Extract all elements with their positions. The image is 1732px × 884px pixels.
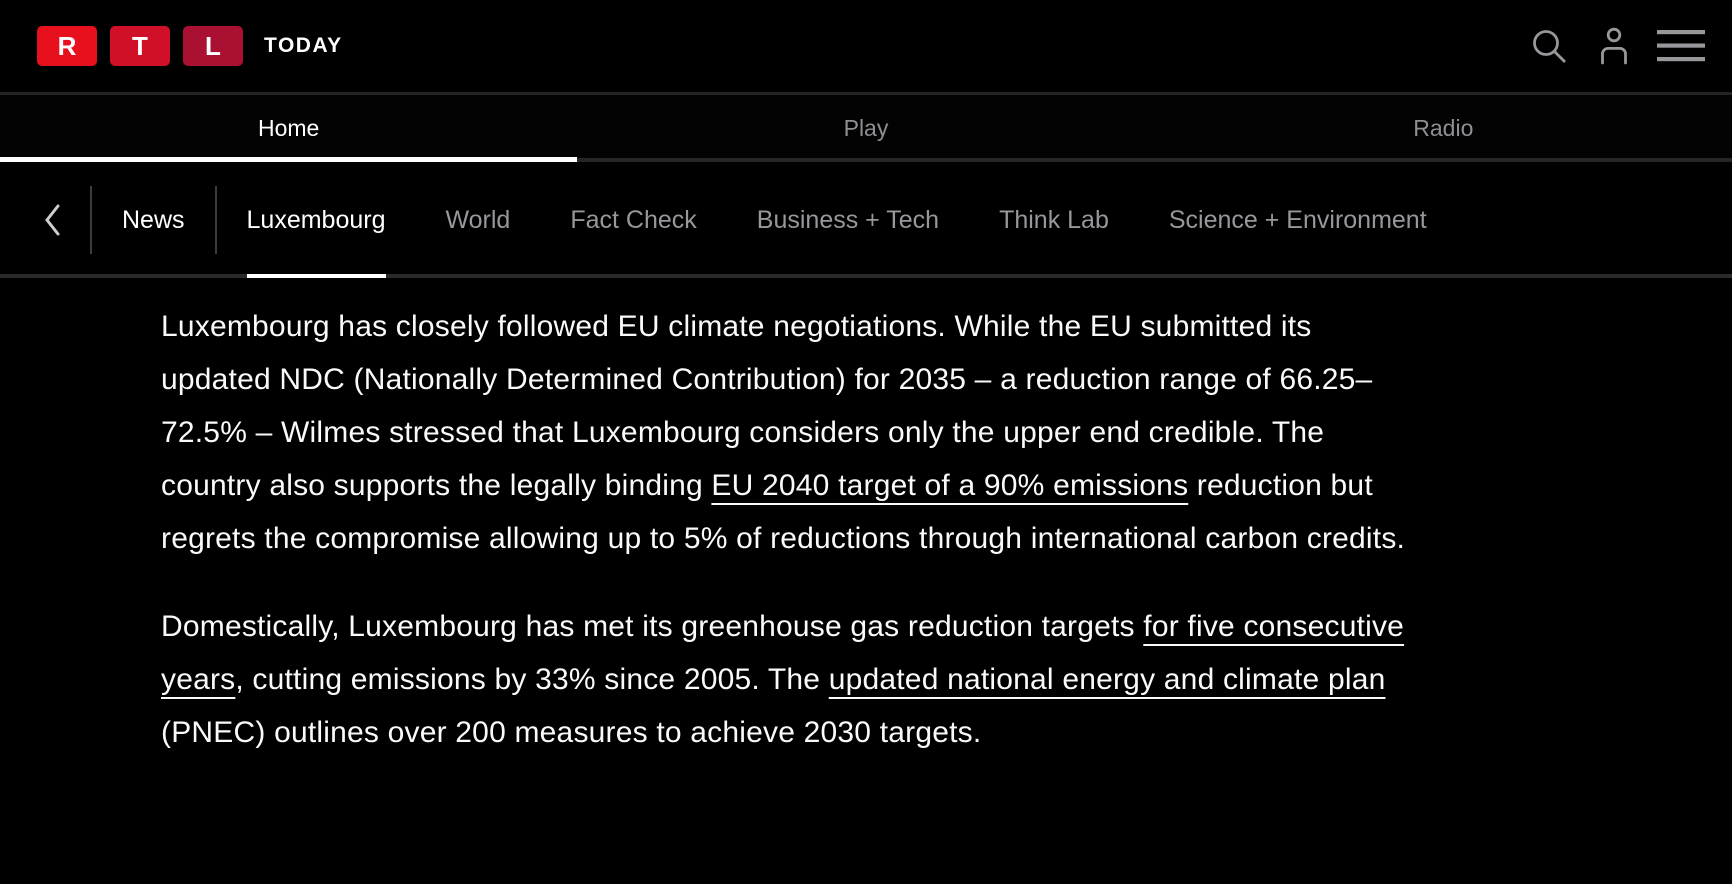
tab-home[interactable] — [0, 95, 577, 162]
tab-label: Play — [843, 115, 889, 141]
section-nav — [0, 162, 1732, 278]
account-icon — [1594, 25, 1634, 67]
search-icon — [1527, 24, 1571, 68]
article-text: , cutting emissions by 33% since 2005. The — [235, 663, 829, 696]
chevron-left-icon — [40, 201, 66, 239]
subnav-item-business-tech[interactable]: Business + Tech — [756, 205, 940, 234]
subnav-item-science-environment[interactable]: Science + Environment — [1168, 205, 1427, 234]
search-button[interactable] — [1527, 24, 1571, 68]
active-tab-underline — [0, 157, 577, 162]
hamburger-menu-icon — [1657, 29, 1705, 63]
tab-label: Home — [257, 115, 320, 141]
logo-brand-text: TODAY — [264, 34, 343, 57]
tab-label: Radio — [1413, 115, 1474, 141]
subnav-item-news[interactable]: News — [122, 205, 185, 234]
article-paragraph — [161, 600, 1414, 759]
tab-radio[interactable] — [1155, 95, 1732, 162]
article-link[interactable]: for five consecutive years — [161, 610, 1405, 696]
tab-play[interactable] — [577, 95, 1154, 162]
subnav-items — [90, 162, 1457, 278]
primary-tabs — [0, 92, 1732, 162]
logo-box-l: L — [183, 26, 243, 66]
header-icons — [1527, 24, 1705, 68]
article-paragraph — [161, 300, 1414, 565]
article-link[interactable]: EU 2040 target of a 90% emissions — [711, 469, 1189, 502]
subnav-item-world[interactable]: World — [445, 205, 511, 234]
article-text: Luxembourg has closely followed EU climate negotiations. While the EU submitted its updated NDC (Nationally Determined Contribution) for 2035 – a reduction range of 66.25–72.5% – Wilmes stressed that Luxembourg considers only the upper end credible. The country also supports the legally binding — [161, 310, 1373, 502]
top-header — [0, 0, 1732, 92]
subnav-item-fact-check[interactable]: Fact Check — [570, 205, 697, 234]
menu-button[interactable] — [1657, 29, 1705, 63]
back-button[interactable] — [40, 201, 66, 239]
article-body — [0, 278, 1732, 759]
article-text: reduction but regrets the compromise allowing up to 5% of reductions through international carbon credits. — [161, 469, 1406, 555]
article-text: Domestically, Luxembourg has met its greenhouse gas reduction targets — [161, 610, 1144, 643]
subnav-item-think-lab[interactable]: Think Lab — [999, 205, 1109, 234]
rtl-logo[interactable] — [37, 26, 343, 66]
account-button[interactable] — [1594, 25, 1634, 67]
logo-box-r: R — [37, 26, 97, 66]
subnav-item-luxembourg[interactable]: Luxembourg — [217, 162, 416, 278]
article-text: (PNEC) outlines over 200 measures to achieve 2030 targets. — [161, 716, 982, 749]
logo-box-t: T — [110, 26, 170, 66]
article-link[interactable]: updated national energy and climate plan — [828, 663, 1386, 696]
